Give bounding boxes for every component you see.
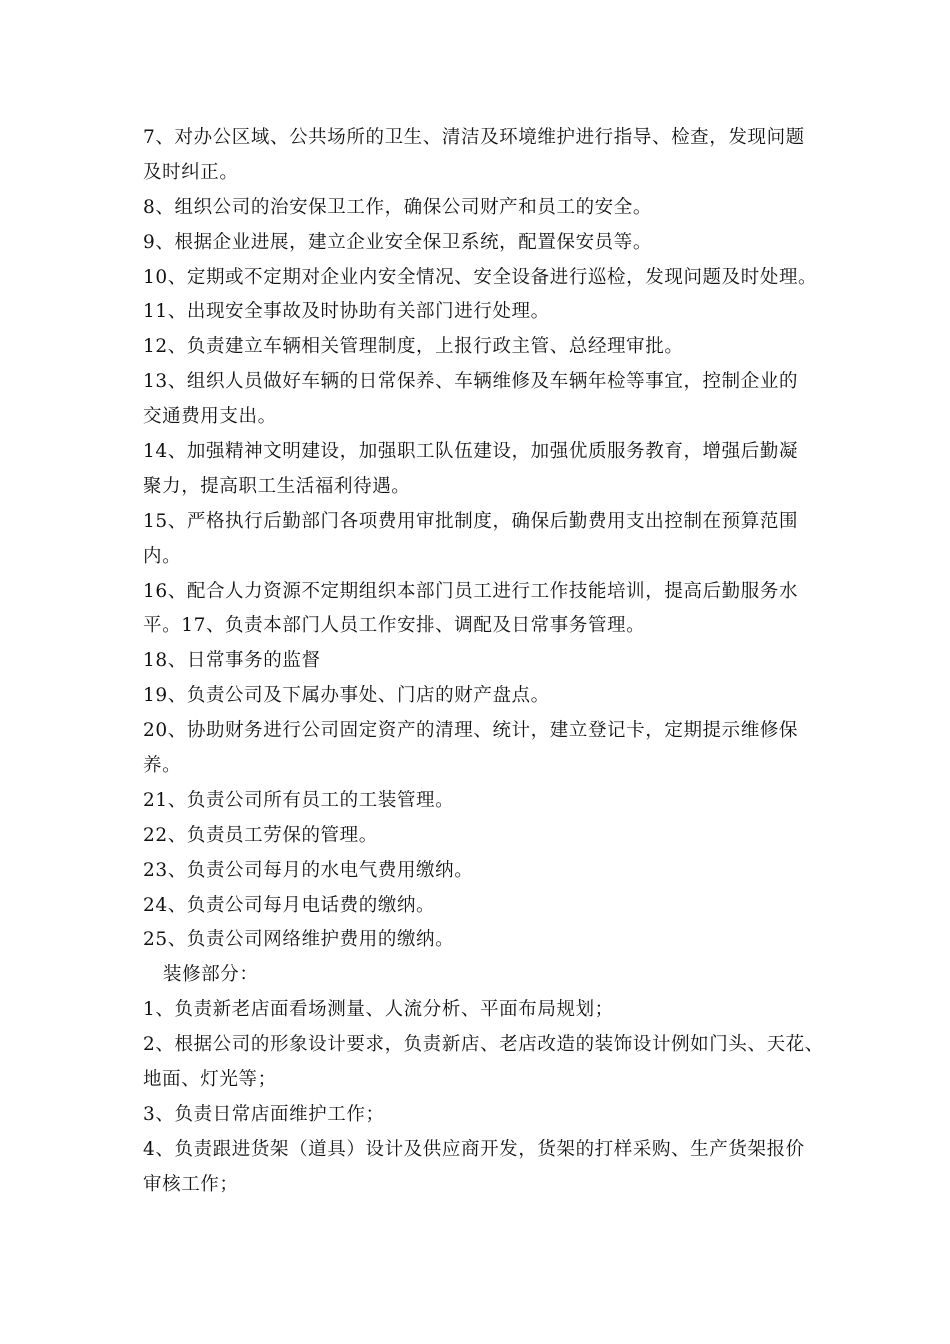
text-line: 及时纠正。 (143, 161, 239, 183)
text-line: 9、根据企业进展，建立企业安全保卫系统，配置保安员等。 (143, 231, 652, 253)
section-heading: 装修部分： (163, 964, 259, 986)
text-line: 15、严格执行后勤部门各项费用审批制度，确保后勤费用支出控制在预算范围 (143, 510, 799, 532)
text-line: 10、定期或不定期对企业内安全情况、安全设备进行巡检，发现问题及时处理。 (143, 266, 818, 288)
text-line: 7、对办公区域、公共场所的卫生、清洁及环境维护进行指导、检查，发现问题 (143, 127, 805, 148)
text-line: 2、根据公司的形象设计要求，负责新店、老店改造的装饰设计例如门头、天花、 (143, 1034, 824, 1056)
text-line: 16、配合人力资源不定期组织本部门员工进行工作技能培训，提高后勤服务水 (143, 580, 799, 602)
text-line: 地面、灯光等； (143, 1069, 277, 1091)
text-line: 20、协助财务进行公司固定资产的清理、统计，建立登记卡，定期提示维修保 (143, 720, 799, 742)
text-line: 22、负责员工劳保的管理。 (143, 824, 378, 846)
text-line: 平。17、负责本部门人员工作安排、调配及日常事务管理。 (143, 615, 646, 637)
text-line: 14、加强精神文明建设，加强职工队伍建设，加强优质服务教育，增强后勤凝 (143, 441, 799, 463)
text-line: 12、负责建立车辆相关管理制度，上报行政主管、总经理审批。 (143, 336, 684, 358)
text-line: 21、负责公司所有员工的工装管理。 (143, 789, 455, 811)
text-line: 内。 (143, 545, 182, 567)
text-line: 审核工作； (143, 1173, 239, 1195)
text-line: 25、负责公司网络维护费用的缴纳。 (143, 929, 455, 951)
document-body (143, 121, 823, 1203)
text-line: 24、负责公司每月电话费的缴纳。 (143, 894, 436, 916)
text-line: 18、日常事务的监督 (143, 650, 321, 672)
text-line: 3、负责日常店面维护工作； (143, 1103, 385, 1125)
text-line: 聚力，提高职工生活福利待遇。 (143, 475, 411, 497)
text-line: 1、负责新老店面看场测量、人流分析、平面布局规划； (143, 999, 614, 1021)
text-line: 交通费用支出。 (143, 406, 277, 428)
text-line: 4、负责跟进货架（道具）设计及供应商开发，货架的打样采购、生产货架报价 (143, 1138, 805, 1160)
text-line: 养。 (143, 755, 182, 777)
text-line: 13、组织人员做好车辆的日常保养、车辆维修及车辆年检等事宜，控制企业的 (143, 371, 799, 393)
text-line: 11、出现安全事故及时协助有关部门进行处理。 (143, 301, 550, 323)
text-line: 19、负责公司及下属办事处、门店的财产盘点。 (143, 685, 550, 707)
text-line: 23、负责公司每月的水电气费用缴纳。 (143, 859, 474, 881)
text-line: 8、组织公司的治安保卫工作，确保公司财产和员工的安全。 (143, 196, 652, 218)
